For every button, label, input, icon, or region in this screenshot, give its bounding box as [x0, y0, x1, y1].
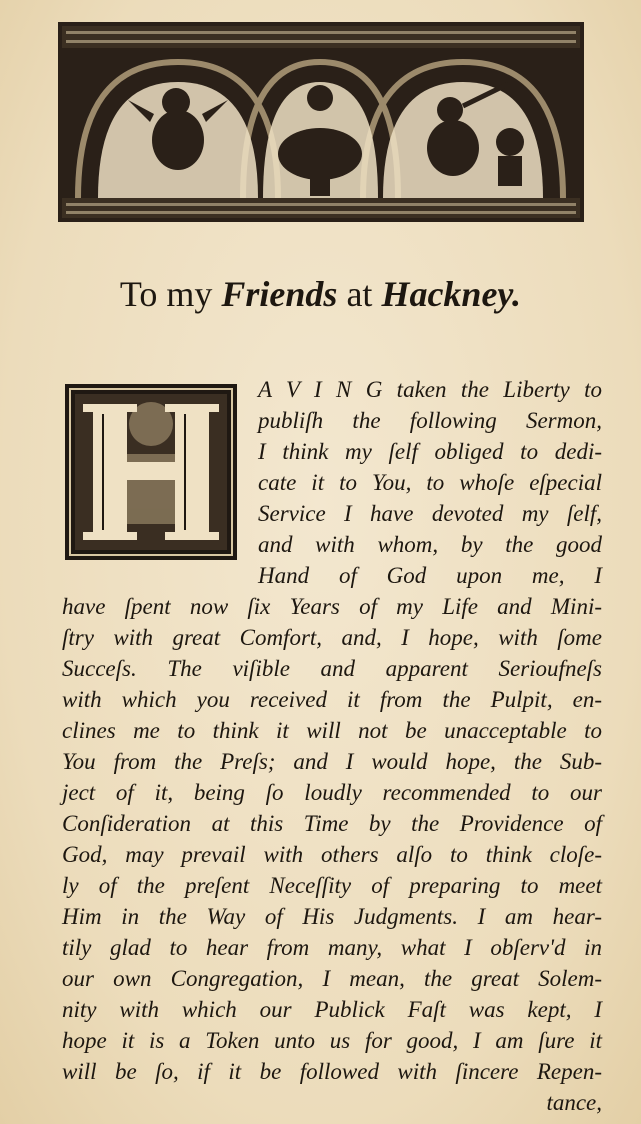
body-line: with which you received it from the Pulpit, en- [62, 687, 602, 712]
title-prefix: To my [119, 274, 222, 314]
body-line: Hand of God upon me, I [258, 563, 602, 588]
body-line: Succeſs. The viſible and apparent Serioufneſs [62, 656, 602, 681]
body-line: You from the Preſs; and I would hope, the Sub- [62, 749, 602, 774]
body-line: have ſpent now ſix Years of my Life and Mini- [62, 594, 602, 619]
body-line-catchword: tance, [546, 1090, 602, 1115]
body-line: hope it is a Token unto us for good, I am ſure it [62, 1028, 602, 1053]
body-line: will be ſo, if it be followed with ſincere Repen- [62, 1059, 602, 1084]
body-line: and with whom, by the good [258, 532, 602, 557]
ornamental-headpiece-icon [58, 22, 584, 222]
title-middle: at [337, 274, 382, 314]
body-line: cate it to You, to whoſe eſpecial [258, 470, 602, 495]
body-line: tily glad to hear from many, what I obſerv'd in [62, 935, 602, 960]
body-line: Conſideration at this Time by the Providence of [62, 811, 602, 836]
body-line: ly of the preſent Neceſſity of preparing to meet [62, 873, 602, 898]
body-line: ſtry with great Comfort, and, I hope, with ſome [62, 625, 602, 650]
body-line: I think my ſelf obliged to dedi- [258, 439, 602, 464]
body-line: ject of it, being ſo loudly recommended to our [62, 780, 602, 805]
body-line: Service I have devoted my ſelf, [258, 501, 602, 526]
dedication-body [62, 374, 602, 1118]
title-place: Hackney. [381, 274, 522, 314]
body-line: God, may prevail with others alſo to think cloſe- [62, 842, 602, 867]
dedication-title [0, 272, 641, 316]
body-line: A V I N G taken the Liberty to [258, 377, 602, 402]
body-line: Him in the Way of His Judgments. I am hear- [62, 904, 602, 929]
body-line: clines me to think it will not be unacceptable to [62, 718, 602, 743]
title-friends: Friends [221, 274, 338, 314]
body-line: nity with which our Publick Faſt was kept, I [62, 997, 602, 1022]
body-line: publiſh the following Sermon, [258, 408, 602, 433]
body-line: our own Congregation, I mean, the great Solem- [62, 966, 602, 991]
